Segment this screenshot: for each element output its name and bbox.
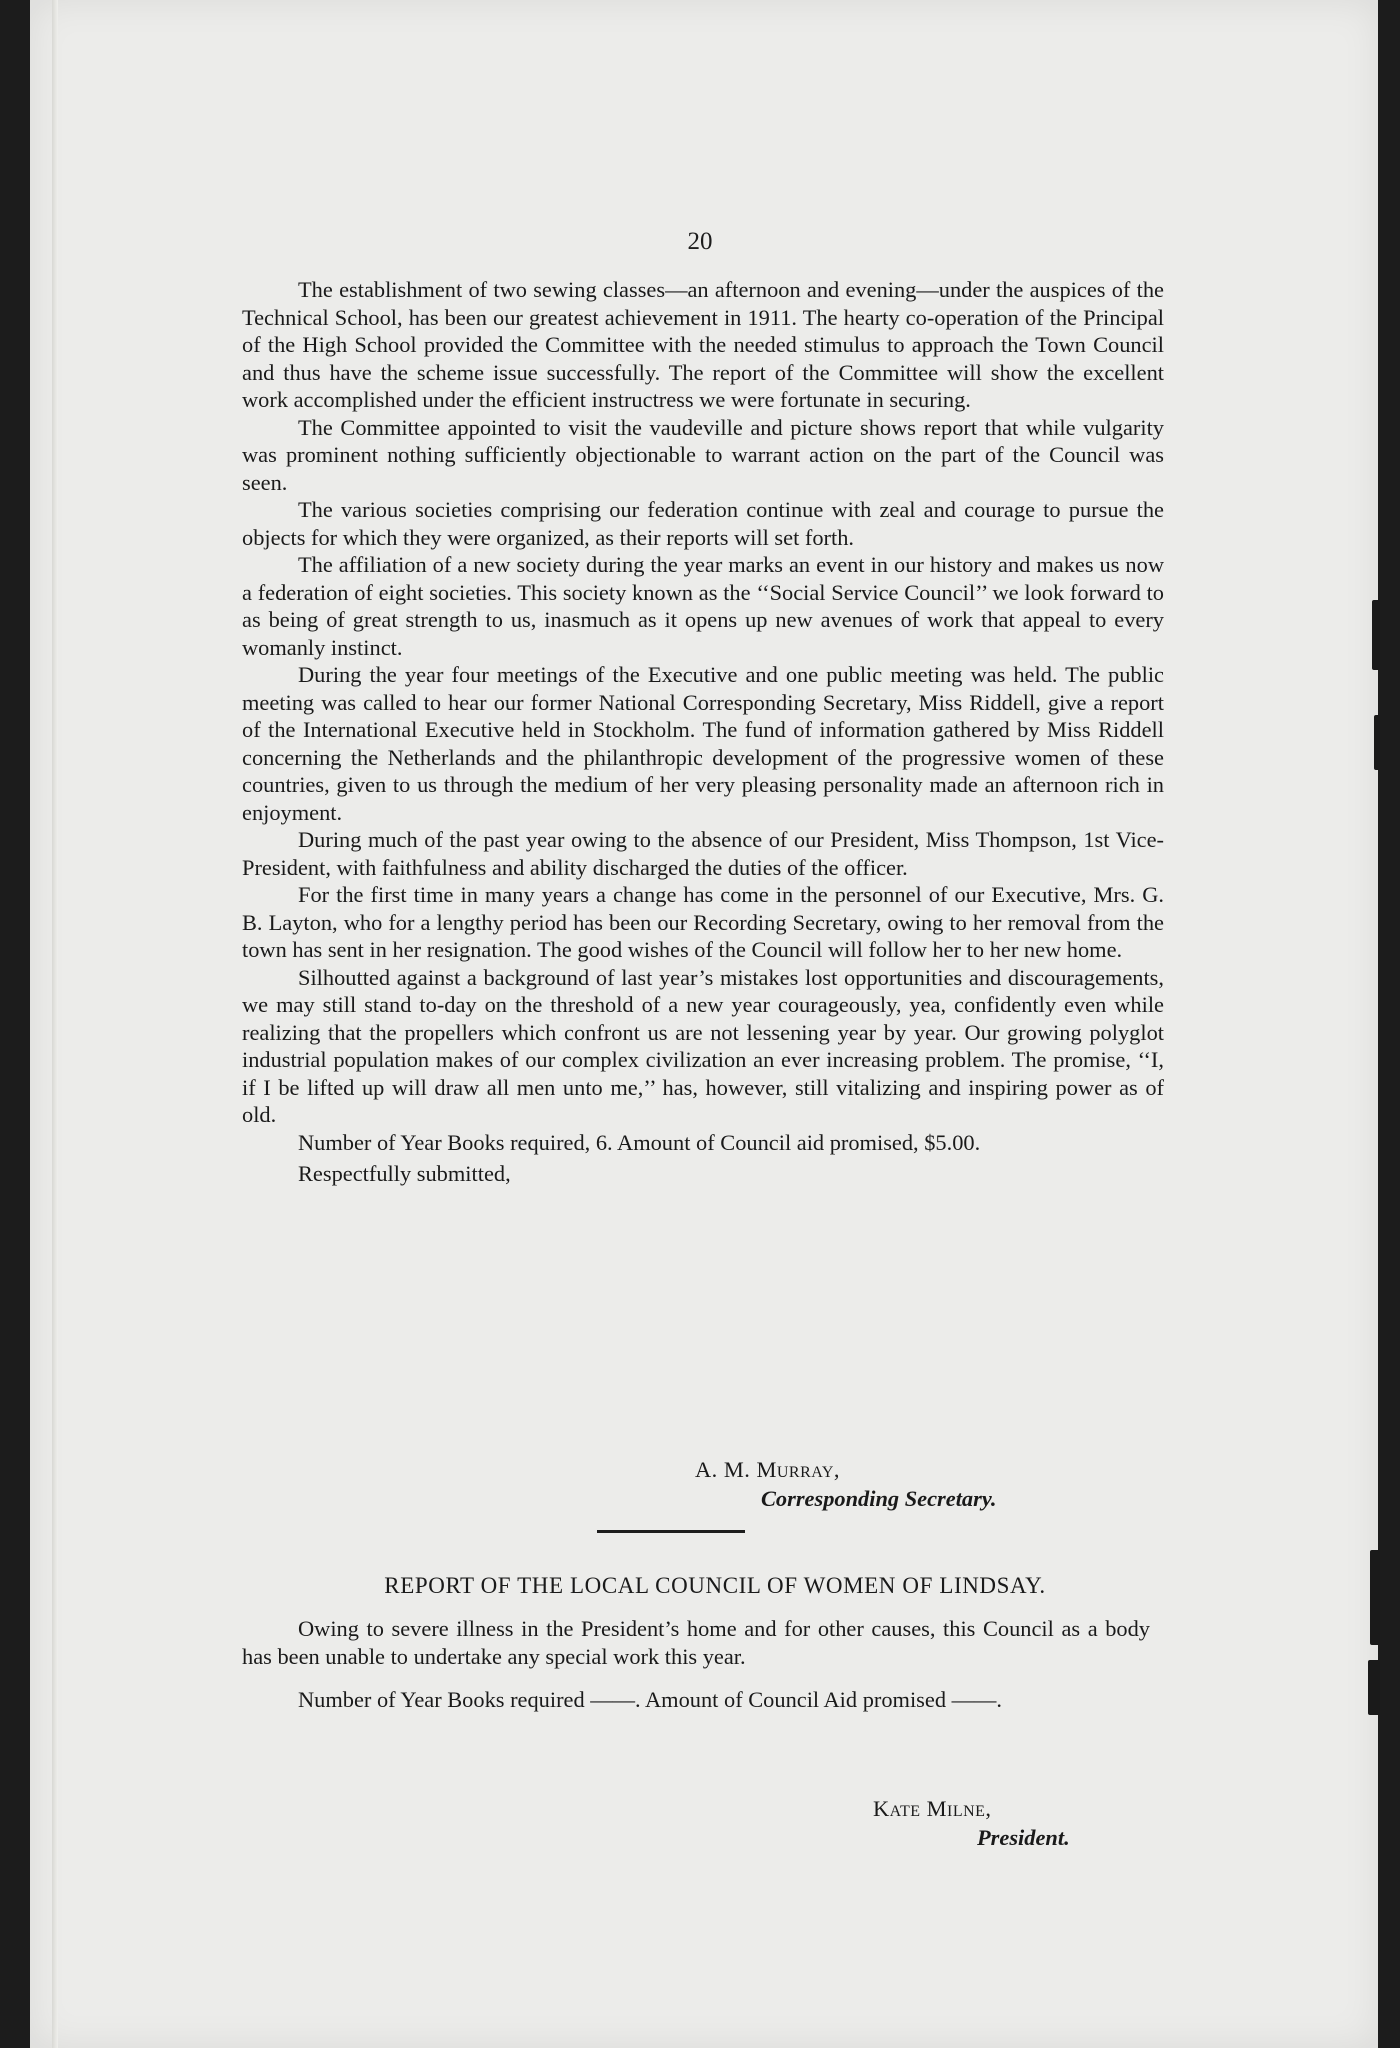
signature-name: Kate Milne, xyxy=(873,1796,992,1821)
scan-border xyxy=(1378,0,1400,2048)
president-signature xyxy=(873,1794,1070,1852)
paragraph: Owing to severe illness in the President’s home and for other causes, this Council as a body has been unable to undertake any special work this year. xyxy=(242,1616,1150,1669)
scan-mark xyxy=(1370,1550,1380,1645)
section-divider xyxy=(597,1530,745,1533)
paragraph: The affiliation of a new society during the year marks an event in our history and makes us now a federation of eight societies. This society known as the ‘‘Social Service Council’’ we look forward to as being of great strength to us, inasmuch as it opens up new avenues of work that appeal to every womanly instinct. xyxy=(242,552,1164,660)
scan-mark xyxy=(1368,1660,1380,1715)
lindsay-report xyxy=(242,1615,1150,1714)
signature-title: Corresponding Secretary. xyxy=(761,1486,997,1511)
paragraph: The establishment of two sewing classes—an afternoon and evening—under the auspices of the Technical School, has been our greatest achievement in 1911. The hearty co-operation of the Principal of the High School provided the Committee with the needed stimulus to approach the Town Council and thus have the scheme issue successfully. The report of the Committee will show the excellent work accomplished under the efficient instructress we were fortunate in securing. xyxy=(242,277,1164,412)
page-binding-edge xyxy=(52,0,58,2048)
signature-title: President. xyxy=(977,1825,1070,1850)
paragraph: Number of Year Books required, 6. Amount of Council aid promised, $5.00. xyxy=(298,1129,981,1155)
closing-line: Respectfully submitted, xyxy=(298,1161,511,1186)
year-books-line: Number of Year Books required ——. Amount of Council Aid promised ——. xyxy=(298,1687,1003,1712)
signature-name: A. M. Murray, xyxy=(695,1457,841,1482)
paragraph: The Committee appointed to visit the vaudeville and picture shows report that while vulgarity was prominent nothing sufficiently objectionable to warrant action on the part of the Council was seen. xyxy=(242,414,1164,495)
paragraph: Silhoutted against a background of last year’s mistakes lost opportunities and discouragements, we may still stand to-day on the threshold of a new year courageously, yea, confidently even while realizing that the propellers which confront us are not lessening year by year. Our growing polyglot industrial population makes of our complex civilization an ever increasing problem. The promise, ‘‘I, if I be lifted up will draw all men unto me,’’ has, however, still vitalizing and inspiring power as of old. xyxy=(242,964,1164,1127)
paragraph: During the year four meetings of the Executive and one public meeting was held. The public meeting was called to hear our former National Corresponding Secretary, Miss Riddell, give a report of the International Executive held in Stockholm. The fund of information gathered by Miss Riddell concerning the Netherlands and the philanthropic development of the progressive women of these countries, given to us through the medium of her very pleasing personality made an afternoon rich in enjoyment. xyxy=(242,662,1164,825)
section-heading: REPORT OF THE LOCAL COUNCIL OF WOMEN OF LINDSAY. xyxy=(384,1573,1046,1598)
page-number: 20 xyxy=(687,228,713,255)
scan-mark xyxy=(1374,715,1380,770)
report-body xyxy=(242,276,1164,1188)
scan-mark xyxy=(1372,600,1380,670)
paragraph: During much of the past year owing to the absence of our President, Miss Thompson, 1st Vice-President, with faithfulness and ability discharged the duties of the officer. xyxy=(242,827,1164,880)
paragraph: For the first time in many years a change has come in the personnel of our Executive, Mrs. G. B. Layton, who for a lengthy period has been our Recording Secretary, owing to her removal from the town has sent in her resignation. The good wishes of the Council will follow her to her new home. xyxy=(242,882,1164,962)
paragraph: The various societies comprising our federation continue with zeal and courage to pursue the objects for which they were organized, as their reports will set forth. xyxy=(242,497,1164,550)
secretary-signature xyxy=(695,1455,997,1513)
